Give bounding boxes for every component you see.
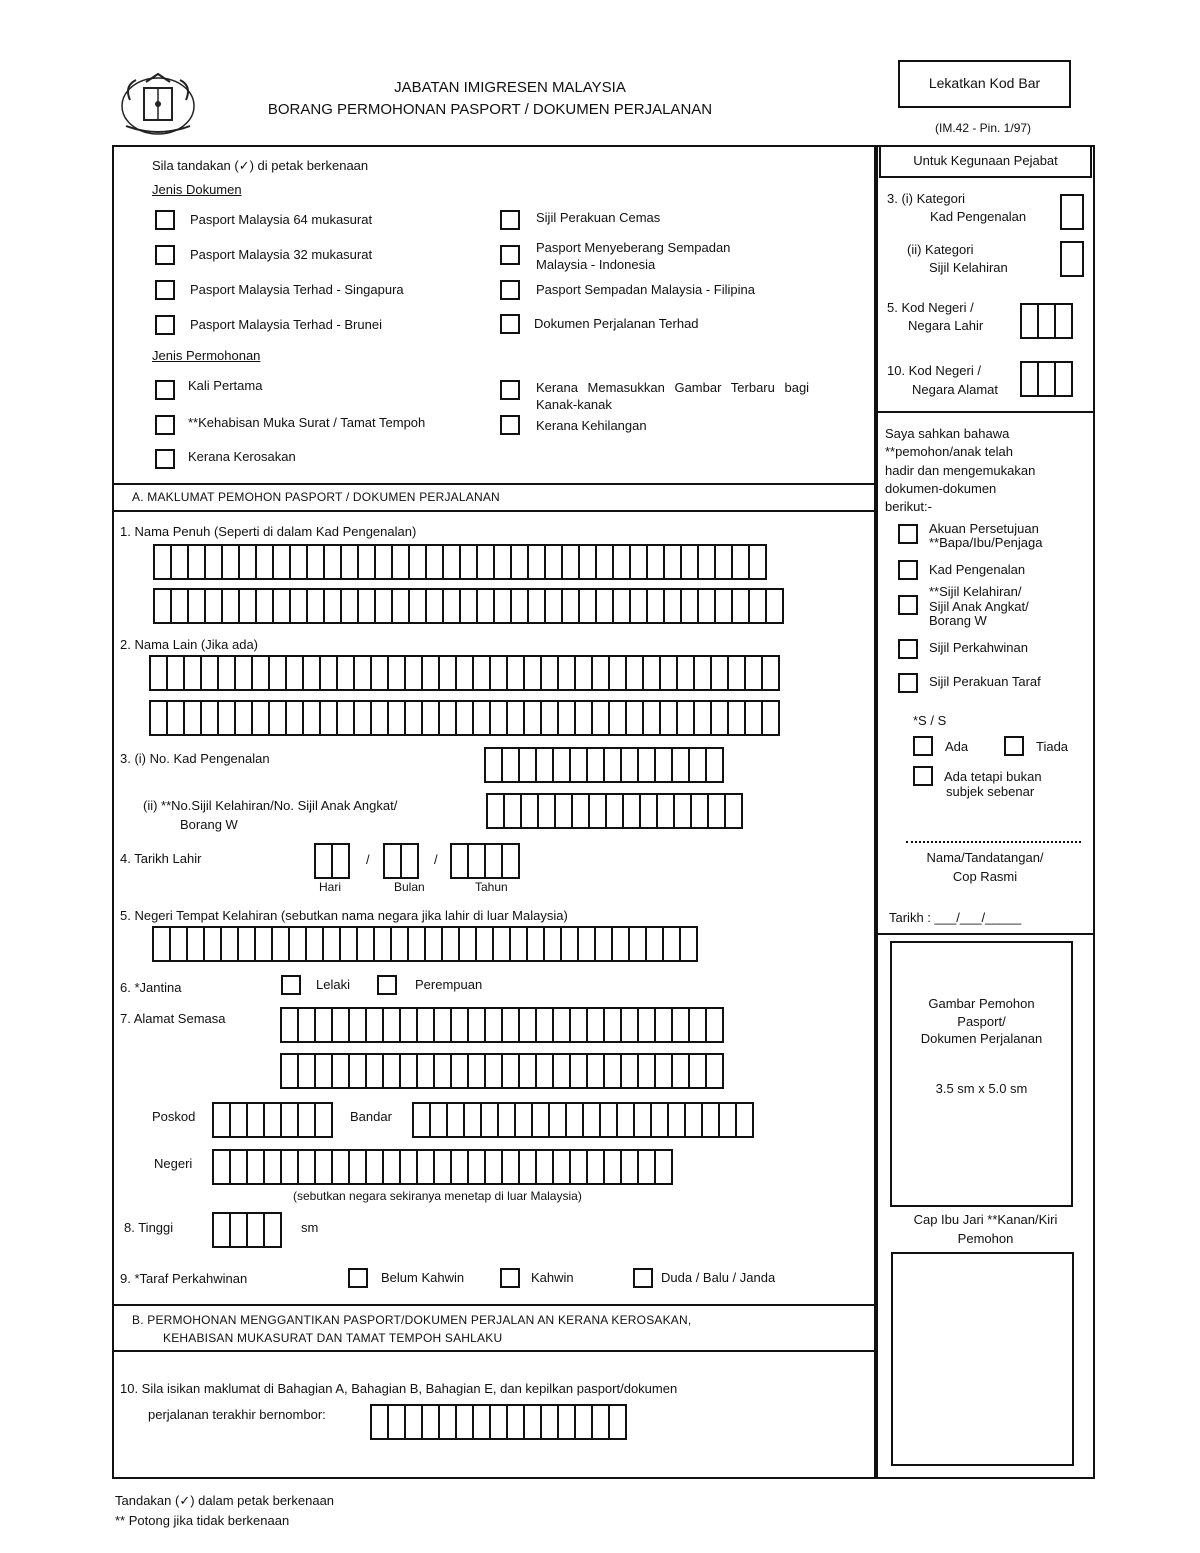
q2-label: 2. Nama Lain (Jika ada) [120,637,259,652]
form-title: BORANG PERMOHONAN PASPORT / DOKUMEN PERJALANAN [267,101,713,118]
thumbprint-box [891,1252,1074,1466]
other-name-line-2[interactable] [149,700,778,736]
ada-bukan-label: Ada tetapi bukan [944,769,1042,784]
height-unit: sm [301,1220,319,1235]
bandar-grid[interactable] [412,1102,752,1138]
other-name-line-1[interactable] [149,655,778,691]
q7-label: 7. Alamat Semasa [120,1011,226,1026]
character-cell[interactable] [1054,303,1073,339]
ada-bukan-label-2: subjek sebenar [946,784,1035,799]
character-cell[interactable] [765,588,784,624]
perempuan-label: Perempuan [415,977,483,992]
section-b-title: B. PERMOHONAN MENGGANTIKAN PASPORT/DOKUMEN PERJALAN AN KERANA KEROSAKAN, [132,1313,692,1327]
last-passport-number-grid[interactable] [370,1404,625,1440]
confirm-line-2: **pemohon/anak telah [885,444,1013,459]
department-title: JABATAN IMIGRESEN MALAYSIA [394,79,626,96]
character-cell[interactable] [735,1102,754,1138]
birth-year-grid[interactable] [450,843,518,879]
thumbprint-label-2: Pemohon [957,1231,1014,1246]
sijil-perakuan-taraf-label: Sijil Perakuan Taraf [929,674,1041,689]
birth-state-grid[interactable] [152,926,696,962]
character-cell[interactable] [314,1102,333,1138]
akuan-persetujuan-label-2: **Bapa/Ibu/Penjaga [929,535,1043,550]
kod-negeri-lahir-grid[interactable] [1020,303,1071,339]
document-type-heading: Jenis Dokumen [152,182,242,197]
character-cell[interactable] [1054,361,1073,397]
checkbox-duda-balu-janda[interactable] [633,1268,653,1288]
checkbox-ada-bukan-subjek[interactable] [913,766,933,786]
checkbox-ada[interactable] [913,736,933,756]
character-cell[interactable] [761,655,780,691]
malaysia-coat-of-arms-logo [116,70,200,140]
checkbox-sijil-perakuan-cemas[interactable] [500,210,520,230]
checkbox-pasport-indonesia[interactable] [500,245,520,265]
office-divider-2 [876,933,1095,935]
section-b-bottom-line [112,1350,876,1352]
checkbox-perempuan[interactable] [377,975,397,995]
section-a-title: A. MAKLUMAT PEMOHON PASPORT / DOKUMEN PERJALANAN [132,490,500,504]
barcode-box [898,60,1071,108]
kod-negeri-lahir-label-2: Negara Lahir [908,318,984,333]
barcode-label: Lekatkan Kod Bar [928,75,1041,91]
option-pasport-64: Pasport Malaysia 64 mukasurat [190,212,373,227]
address-line-1[interactable] [280,1007,722,1043]
kategori-sijil-box[interactable] [1060,241,1084,277]
address-line-2[interactable] [280,1053,722,1089]
character-cell[interactable] [608,1404,627,1440]
birth-cert-number-grid[interactable] [486,793,741,829]
office-title: Untuk Kegunaan Pejabat [913,153,1058,168]
ss-label: *S / S [913,713,947,728]
checkbox-kad-pengenalan[interactable] [898,560,918,580]
checkbox-pasport-filipina[interactable] [500,280,520,300]
checkbox-kehabisan[interactable] [155,415,175,435]
character-cell[interactable] [654,1149,673,1185]
option-pasport-indonesia: Pasport Menyeberang Sempadan [536,240,731,255]
kategori-ic-label-2: Kad Pengenalan [930,209,1027,224]
q8-label: 8. Tinggi [124,1220,174,1235]
confirm-line-3: hadir dan mengemukakan [885,463,1036,478]
ic-number-grid[interactable] [484,747,722,783]
negeri-label: Negeri [154,1156,193,1171]
q4-label: 4. Tarikh Lahir [120,851,202,866]
q5-label: 5. Negeri Tempat Kelahiran (sebutkan nama negara jika lahir di luar Malaysia) [120,908,568,923]
section-b-top-line [112,1304,876,1306]
kategori-ic-box[interactable] [1060,194,1084,230]
option-kehabisan: **Kehabisan Muka Surat / Tamat Tempoh [188,415,426,430]
confirm-line-5: berikut:- [885,499,932,514]
confirm-line-4: dokumen-dokumen [885,481,997,496]
application-type-heading: Jenis Permohonan [152,348,261,363]
character-cell[interactable] [501,843,520,879]
form-code: (IM.42 - Pin. 1/97) [935,121,1032,135]
kategori-sijil-label: (ii) Kategori [907,242,974,257]
belum-kahwin-label: Belum Kahwin [381,1270,465,1285]
option-gambar-terbaru-2: Kanak-kanak [536,397,612,412]
character-cell[interactable] [705,1007,724,1043]
q10-label: 10. Sila isikan maklumat di Bahagian A, Bahagian B, Bahagian E, dan kepilkan pasport/dokumen [120,1381,678,1396]
kod-negeri-alamat-label-2: Negara Alamat [912,382,998,397]
negeri-grid[interactable] [212,1149,671,1185]
photo-size: 3.5 sm x 5.0 sm [935,1081,1028,1096]
section-a-top-line [112,483,876,485]
kategori-sijil-label-2: Sijil Kelahiran [929,260,1008,275]
checkbox-gambar-terbaru[interactable] [500,380,520,400]
character-cell[interactable] [400,843,419,879]
kod-negeri-lahir-label: 5. Kod Negeri / [887,300,974,315]
footer-note-1: Tandakan (✓) dalam petak berkenaan [115,1493,335,1508]
character-cell[interactable] [705,1053,724,1089]
q3b-label: (ii) **No.Sijil Kelahiran/No. Sijil Anak Angkat/ [143,798,398,813]
negeri-note: (sebutkan negara sekiranya menetap di luar Malaysia) [293,1189,582,1203]
option-pasport-brunei: Pasport Malaysia Terhad - Brunei [190,317,382,332]
checkbox-kahwin[interactable] [500,1268,520,1288]
poskod-grid[interactable] [212,1102,331,1138]
signature-dotted-line [906,841,1081,843]
character-cell[interactable] [724,793,743,829]
checkbox-sijil-perakuan-taraf[interactable] [898,673,918,693]
q3b-label-2: Borang W [180,817,238,832]
sijil-kelahiran-label-3: Borang W [929,613,987,628]
option-pasport-32: Pasport Malaysia 32 mukasurat [190,247,373,262]
sijil-kelahiran-label: **Sijil Kelahiran/ [929,584,1022,599]
confirm-line-1: Saya sahkan bahawa [885,426,1010,441]
office-divider-1 [876,411,1095,413]
character-cell[interactable] [263,1212,282,1248]
character-cell[interactable] [705,747,724,783]
date-separator: / [366,852,370,867]
photo-label: Gambar Pemohon [928,996,1035,1011]
checkbox-pasport-singapura[interactable] [155,280,175,300]
footer-note-2: ** Potong jika tidak berkenaan [115,1513,290,1528]
q3-label: 3. (i) No. Kad Pengenalan [120,751,270,766]
checkbox-pasport-64[interactable] [155,210,175,230]
photo-label-2: Pasport/ [957,1014,1006,1029]
full-name-line-2[interactable] [153,588,782,624]
checkbox-kerosakan[interactable] [155,449,175,469]
checkbox-sijil-perkahwinan[interactable] [898,639,918,659]
q10-label-2: perjalanan terakhir bernombor: [148,1407,326,1422]
kod-negeri-alamat-label: 10. Kod Negeri / [887,363,981,378]
option-kehilangan: Kerana Kehilangan [536,418,647,433]
ada-label: Ada [945,739,969,754]
checkbox-belum-kahwin[interactable] [348,1268,368,1288]
birth-day-grid[interactable] [314,843,348,879]
checkbox-sijil-kelahiran[interactable] [898,595,918,615]
option-dokumen-terhad: Dokumen Perjalanan Terhad [534,316,699,331]
day-label: Hari [319,880,342,894]
tarikh-field[interactable]: Tarikh : ___/___/_____ [889,910,1022,925]
option-pasport-filipina: Pasport Sempadan Malaysia - Filipina [536,282,755,297]
year-label: Tahun [475,880,508,894]
signature-label: Nama/Tandatangan/ [926,850,1044,865]
akuan-persetujuan-label: Akuan Persetujuan [929,521,1039,536]
signature-label-2: Cop Rasmi [952,869,1018,884]
character-cell[interactable] [761,700,780,736]
option-sijil-perakuan-cemas: Sijil Perakuan Cemas [536,210,661,225]
sijil-perkahwinan-label: Sijil Perkahwinan [929,640,1028,655]
duda-label: Duda / Balu / Janda [661,1270,776,1285]
option-kali-pertama: Kali Pertama [188,378,263,393]
character-cell[interactable] [331,843,350,879]
month-label: Bulan [394,880,425,894]
checkbox-kali-pertama[interactable] [155,380,175,400]
option-pasport-indonesia-2: Malaysia - Indonesia [536,257,656,272]
option-kerosakan: Kerana Kerosakan [188,449,296,464]
height-grid[interactable] [212,1212,280,1248]
checkbox-tiada[interactable] [1004,736,1024,756]
q6-label: 6. *Jantina [120,980,182,995]
birth-month-grid[interactable] [383,843,417,879]
option-pasport-singapura: Pasport Malaysia Terhad - Singapura [190,282,404,297]
photo-box [890,941,1073,1207]
kahwin-label: Kahwin [531,1270,574,1285]
kad-pengenalan-label: Kad Pengenalan [929,562,1026,577]
sijil-kelahiran-label-2: Sijil Anak Angkat/ [929,599,1029,614]
checkbox-pasport-brunei[interactable] [155,315,175,335]
bandar-label: Bandar [350,1109,392,1124]
instruction-text: Sila tandakan (✓) di petak berkenaan [152,158,369,173]
thumbprint-label: Cap Ibu Jari **Kanan/Kiri [913,1212,1058,1227]
checkbox-pasport-32[interactable] [155,245,175,265]
section-b-title-2: KEHABISAN MUKASURAT DAN TAMAT TEMPOH SAHLAKU [163,1331,503,1345]
checkbox-akuan-persetujuan[interactable] [898,524,918,544]
poskod-label: Poskod [152,1109,196,1124]
checkbox-dokumen-terhad[interactable] [500,314,520,334]
kod-negeri-alamat-grid[interactable] [1020,361,1071,397]
option-gambar-terbaru: Kerana Memasukkan Gambar Terbaru bagi [536,380,810,395]
lelaki-label: Lelaki [316,977,350,992]
tiada-label: Tiada [1036,739,1069,754]
full-name-line-1[interactable] [153,544,765,580]
photo-label-3: Dokumen Perjalanan [920,1031,1043,1046]
checkbox-lelaki[interactable] [281,975,301,995]
checkbox-kehilangan[interactable] [500,415,520,435]
q1-label: 1. Nama Penuh (Seperti di dalam Kad Pengenalan) [120,524,417,539]
character-cell[interactable] [679,926,698,962]
character-cell[interactable] [748,544,767,580]
section-a-bottom-line [112,510,876,512]
date-separator: / [434,852,438,867]
kategori-ic-label: 3. (i) Kategori [887,191,966,206]
q9-label: 9. *Taraf Perkahwinan [120,1271,248,1286]
